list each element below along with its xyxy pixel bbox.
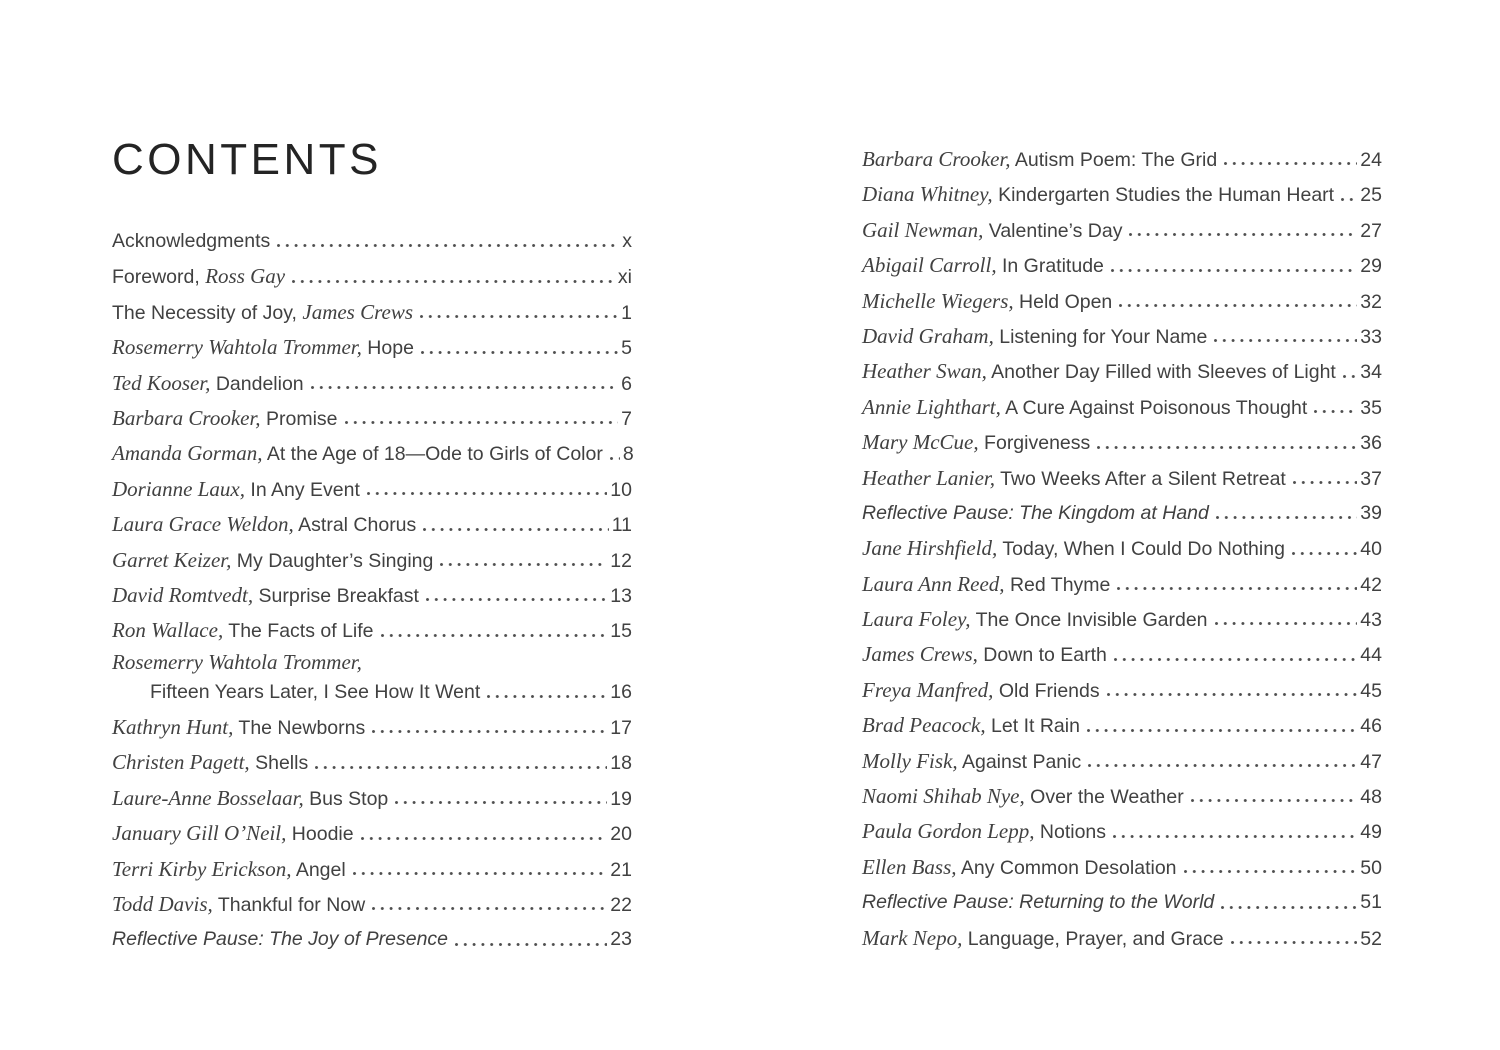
entry-text (862, 142, 1217, 178)
dot-leader (381, 634, 608, 637)
author-name: David Graham, (862, 323, 994, 348)
page-number: 11 (611, 514, 632, 537)
toc-entry (112, 366, 632, 401)
toc-entry (862, 461, 1382, 496)
page-number: 15 (610, 620, 632, 643)
dot-leader (420, 315, 618, 318)
author-name: David Romtvedt, (112, 582, 254, 607)
dot-leader (1113, 835, 1357, 838)
entry-text (112, 649, 362, 676)
dot-leader (1224, 162, 1357, 165)
author-name: Barbara Crooker, (862, 147, 1011, 171)
author-name: Abigail Carroll, (862, 253, 997, 278)
page-number: 21 (610, 858, 632, 881)
page-number: 19 (610, 787, 632, 810)
entry-text (112, 816, 354, 852)
page-number: 48 (1360, 786, 1382, 809)
entry-text (862, 213, 1122, 249)
toc-entry (862, 708, 1382, 743)
entry-text (862, 637, 1107, 673)
dot-leader (345, 421, 619, 424)
author-name: Todd Davis, (112, 892, 213, 917)
entry-title: Down to Earth (977, 644, 1107, 667)
toc-entry (112, 543, 632, 578)
entry-text (112, 781, 388, 817)
entry-title: The Once Invisible Garden (970, 609, 1208, 632)
author-name: Diana Whitney, (862, 182, 993, 207)
entry-text (112, 852, 346, 888)
dot-leader (1184, 870, 1358, 873)
entry-title: Astral Chorus (293, 514, 417, 537)
toc-entry (862, 814, 1382, 849)
page-number: 37 (1360, 467, 1382, 490)
author-name: Laura Grace Weldon, (112, 512, 294, 537)
page-number: 50 (1360, 856, 1382, 879)
entry-title: The Newborns (233, 717, 366, 740)
entry-text (112, 259, 285, 295)
entry-title: Any Common Desolation (956, 856, 1177, 879)
entry-title: Let It Rain (985, 715, 1080, 738)
toc-entry (862, 284, 1382, 319)
author-name: James Crews (302, 299, 414, 324)
entry-text (862, 602, 1208, 638)
page-number: 22 (610, 894, 632, 917)
entry-text (862, 567, 1110, 603)
entry-title: Surprise Breakfast (253, 584, 419, 607)
toc-entry (112, 781, 632, 816)
page-number: 12 (610, 549, 632, 572)
author-name: Laura Foley, (862, 607, 971, 632)
toc-entry (112, 259, 632, 294)
entry-title: My Daughter’s Singing (231, 549, 434, 572)
toc-entry (862, 673, 1382, 708)
toc-entry (862, 177, 1382, 212)
entry-title: In Gratitude (996, 255, 1104, 278)
dot-leader (372, 730, 607, 733)
dot-leader (353, 872, 608, 875)
reflective-pause-label: Reflective Pause: The Joy of Presence (112, 928, 449, 951)
author-name: Annie Lighthart, (862, 394, 1001, 419)
toc-entry (112, 710, 632, 745)
entry-text (112, 887, 365, 923)
dot-leader (1107, 693, 1358, 696)
entry-title: In Any Event (245, 478, 360, 501)
page-number: 46 (1360, 715, 1382, 738)
entry-title: Shells (249, 752, 309, 775)
page-number: x (622, 230, 632, 252)
page-number: 20 (610, 823, 632, 846)
toc-entry (862, 390, 1382, 425)
dot-leader (315, 766, 607, 769)
page-number: 1 (621, 301, 632, 324)
entry-text (112, 543, 433, 579)
entry-text (862, 284, 1112, 320)
page-number: 32 (1360, 290, 1382, 313)
entry-title: Today, When I Could Do Nothing (997, 538, 1285, 561)
dot-leader (292, 280, 615, 283)
dot-leader (1215, 622, 1358, 625)
dot-leader (426, 598, 607, 601)
toc-entry (862, 779, 1382, 814)
entry-title: The Necessity of Joy, (112, 301, 303, 324)
page-number: 47 (1360, 750, 1382, 773)
entry-text (112, 578, 419, 614)
dot-leader (610, 457, 620, 460)
page-number: 23 (610, 928, 632, 951)
entry-title: Against Panic (957, 750, 1082, 773)
toc-entry (112, 330, 632, 365)
page-number: 6 (621, 372, 632, 395)
author-name: Ellen Bass, (862, 854, 957, 879)
page-number: 18 (610, 752, 632, 775)
entry-text (862, 425, 1090, 461)
dot-leader (1216, 516, 1357, 519)
entry-text (112, 366, 304, 402)
dot-leader (395, 801, 607, 804)
author-name: Kathryn Hunt, (112, 715, 234, 740)
entry-text (862, 885, 1214, 920)
dot-leader (1292, 552, 1357, 555)
dot-leader (1114, 658, 1357, 661)
dot-leader (440, 563, 607, 566)
dot-leader (1314, 410, 1357, 413)
entry-text (112, 401, 338, 437)
dot-leader (1097, 446, 1357, 449)
page-number: 7 (621, 407, 632, 430)
author-name: Michelle Wiegers, (862, 288, 1014, 313)
entry-text (862, 708, 1080, 744)
toc-entry (862, 248, 1382, 283)
entry-text (862, 354, 1336, 390)
dot-leader (1087, 729, 1357, 732)
dot-leader (1343, 375, 1357, 378)
toc-entry (112, 436, 632, 471)
entry-title: Notions (1034, 821, 1107, 844)
toc-entry (112, 675, 632, 710)
author-name: Brad Peacock, (862, 713, 986, 738)
entry-title: Autism Poem: The Grid (1010, 149, 1218, 171)
page-number: 36 (1360, 432, 1382, 455)
toc-entry (862, 567, 1382, 602)
page-number: 51 (1360, 891, 1382, 914)
page-number: 40 (1360, 538, 1382, 561)
dot-leader (1088, 764, 1357, 767)
reflective-pause-label: Reflective Pause: The Kingdom at Hand (862, 501, 1209, 524)
entry-title: Another Day Filled with Sleeves of Light (986, 361, 1336, 384)
dot-leader (455, 943, 607, 946)
dot-leader (1191, 799, 1358, 802)
page-number: 43 (1360, 609, 1382, 632)
entry-text (862, 390, 1307, 426)
entry-text (862, 531, 1285, 567)
author-name: Freya Manfred, (862, 677, 994, 702)
toc-entry (112, 613, 632, 648)
entry-text (112, 330, 414, 366)
entry-text (112, 436, 603, 472)
author-name: Gail Newman, (862, 217, 984, 242)
toc-entry (112, 295, 632, 330)
entry-text (112, 507, 416, 543)
entry-text (112, 710, 365, 746)
dot-leader (1341, 198, 1357, 201)
entry-title: Valentine’s Day (983, 219, 1123, 242)
author-name: Naomi Shihab Nye, (862, 784, 1025, 809)
entry-text (862, 921, 1224, 957)
entry-title: Red Thyme (1004, 573, 1111, 596)
toc-left-column (112, 224, 632, 958)
page-number: 8 (622, 443, 634, 466)
entry-title: A Cure Against Poisonous Thought (1000, 396, 1308, 419)
author-name: January Gill O’Neil, (112, 821, 287, 846)
entry-title: Forgiveness (978, 432, 1091, 455)
toc-entry (862, 850, 1382, 885)
author-name: Ted Kooser, (112, 370, 211, 395)
author-name: Terri Kirby Erickson, (112, 856, 292, 881)
toc-entry (862, 319, 1382, 354)
entry-text (112, 224, 270, 259)
entry-title: Language, Prayer, and Grace (962, 927, 1224, 950)
entry-title: At the Age of 18—Ode to Girls of Color (262, 443, 603, 466)
author-name: Mark Nepo, (862, 925, 963, 950)
entry-text (862, 673, 1100, 709)
author-name: Rosemerry Wahtola Trommer, (112, 649, 362, 674)
entry-text (862, 850, 1177, 886)
dot-leader (1129, 233, 1357, 236)
page-number: 27 (1360, 219, 1382, 242)
toc-entry (862, 602, 1382, 637)
entry-title: Over the Weather (1024, 786, 1184, 809)
entry-title: Hope (361, 337, 414, 360)
page-number: 44 (1360, 644, 1382, 667)
toc-entry (112, 649, 632, 675)
entry-text (112, 922, 448, 957)
entry-title: Fifteen Years Later, I See How It Went (150, 680, 481, 703)
toc-entry (112, 401, 632, 436)
page-number: 49 (1360, 821, 1382, 844)
entry-title: Dandelion (210, 372, 304, 395)
dot-leader (372, 907, 607, 910)
entry-title: Foreword, (112, 266, 206, 289)
toc-entry (112, 578, 632, 613)
dot-leader (1231, 941, 1358, 944)
page-number: 17 (610, 717, 632, 740)
entry-text (862, 177, 1334, 213)
toc-entry (862, 213, 1382, 248)
page-number: 39 (1360, 501, 1382, 524)
entry-title: Listening for Your Name (993, 325, 1208, 348)
toc-entry (862, 921, 1382, 956)
dot-leader (421, 351, 618, 354)
dot-leader (1221, 906, 1357, 909)
page-number: 24 (1360, 149, 1382, 171)
toc-entry (112, 745, 632, 780)
toc-entry (112, 816, 632, 851)
page-number: 34 (1360, 361, 1382, 384)
toc-right-column (862, 142, 1382, 956)
toc-entry (862, 496, 1382, 531)
author-name: Heather Lanier, (862, 465, 995, 490)
dot-leader (487, 695, 607, 698)
dot-leader (277, 244, 619, 247)
entry-text (862, 319, 1207, 355)
author-name: Barbara Crooker, (112, 405, 261, 430)
page-number: 25 (1360, 184, 1382, 207)
author-name: Ross Gay (205, 264, 286, 289)
entry-text (150, 675, 480, 710)
dot-leader (367, 492, 607, 495)
entry-title: Kindergarten Studies the Human Heart (992, 184, 1335, 207)
entry-text (862, 461, 1286, 497)
author-name: Dorianne Laux, (112, 476, 245, 501)
entry-title: Angel (291, 858, 346, 881)
entry-text (862, 496, 1209, 531)
entry-title: Old Friends (993, 679, 1100, 702)
toc-entry (862, 142, 1382, 177)
dot-leader (1117, 587, 1357, 590)
entry-title: Hoodie (286, 823, 354, 846)
entry-title: Acknowledgments (112, 230, 271, 252)
page-number: 16 (610, 680, 632, 703)
dot-leader (361, 837, 608, 840)
toc-entry (862, 531, 1382, 566)
reflective-pause-label: Reflective Pause: Returning to the World (862, 891, 1215, 914)
page-number: 45 (1360, 679, 1382, 702)
author-name: Rosemerry Wahtola Trommer, (112, 335, 362, 360)
toc-entry (112, 887, 632, 922)
author-name: Garret Keizer, (112, 547, 232, 572)
entry-text (862, 814, 1106, 850)
toc-entry (112, 224, 632, 259)
author-name: Jane Hirshfield, (862, 536, 998, 561)
page-number: 13 (610, 584, 632, 607)
dot-leader (1111, 269, 1357, 272)
author-name: Heather Swan, (862, 359, 987, 384)
author-name: Mary McCue, (862, 430, 979, 455)
dot-leader (1293, 481, 1357, 484)
page-number: 5 (621, 337, 632, 360)
toc-entry (112, 507, 632, 542)
toc-entry (862, 425, 1382, 460)
entry-title: Bus Stop (303, 787, 389, 810)
entry-title: Held Open (1013, 290, 1113, 313)
entry-text (862, 744, 1081, 780)
page-number: 52 (1360, 927, 1382, 950)
entry-title: Thankful for Now (212, 894, 366, 917)
author-name: Ron Wallace, (112, 618, 224, 643)
page-title: CONTENTS (112, 135, 382, 184)
entry-text (112, 295, 413, 331)
entry-text (112, 745, 308, 781)
page-number: xi (617, 266, 632, 289)
author-name: Paula Gordon Lepp, (862, 819, 1035, 844)
toc-entry (862, 885, 1382, 920)
entry-text (862, 779, 1184, 815)
page-number: 29 (1360, 255, 1382, 278)
dot-leader (423, 528, 608, 531)
author-name: Laura Ann Reed, (862, 571, 1005, 596)
entry-text (112, 472, 360, 508)
entry-title: Two Weeks After a Silent Retreat (995, 467, 1286, 490)
dot-leader (311, 386, 618, 389)
page-number: 33 (1360, 325, 1382, 348)
toc-entry (112, 852, 632, 887)
toc-entry (862, 354, 1382, 389)
entry-title: Promise (260, 407, 338, 430)
entry-title: The Facts of Life (223, 620, 374, 643)
dot-leader (1119, 304, 1357, 307)
toc-entry (862, 744, 1382, 779)
author-name: Laure-Anne Bosselaar, (112, 785, 304, 810)
toc-entry (862, 637, 1382, 672)
page-number: 35 (1360, 396, 1382, 419)
dot-leader (1214, 339, 1357, 342)
page-number: 10 (610, 478, 632, 501)
toc-entry (112, 472, 632, 507)
entry-text (862, 248, 1104, 284)
author-name: Amanda Gorman, (112, 441, 263, 466)
entry-text (112, 613, 374, 649)
toc-entry (112, 922, 632, 957)
author-name: James Crews, (862, 642, 978, 667)
page-number: 42 (1360, 573, 1382, 596)
author-name: Molly Fisk, (862, 748, 958, 773)
author-name: Christen Pagett, (112, 750, 250, 775)
